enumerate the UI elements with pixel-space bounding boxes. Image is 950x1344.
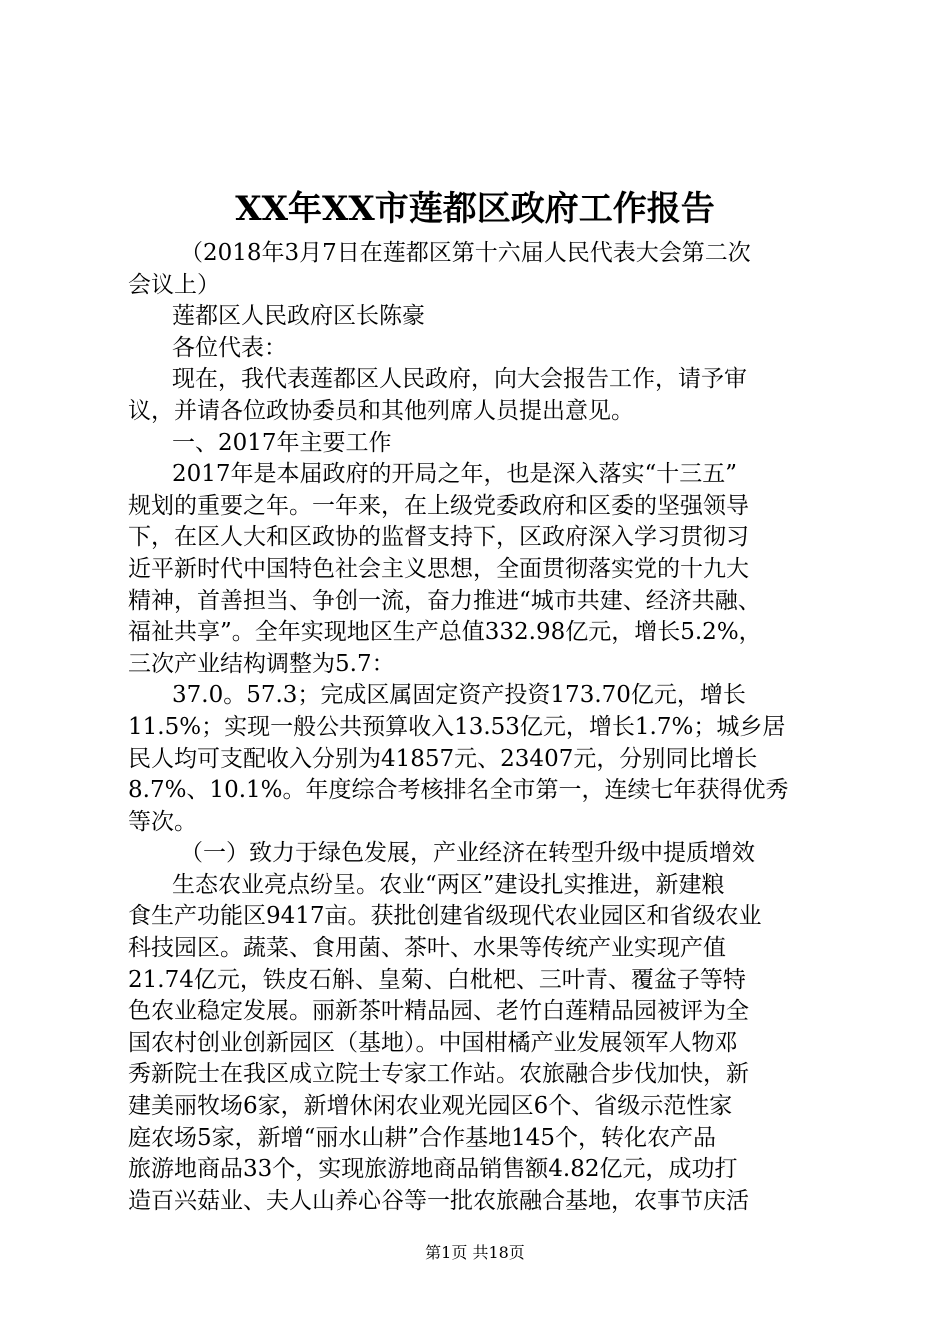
body-line: 会议上） [128, 271, 220, 298]
body-line: 规划的重要之年。一年来，在上级党委政府和区委的坚强领导 [128, 492, 749, 519]
body-line: 21.74亿元，铁皮石斛、皇菊、白枇杷、三叶青、覆盆子等特 [128, 966, 746, 993]
body-line: 福祉共享”。全年实现地区生产总值332.98亿元，增长5.2%， [128, 619, 762, 646]
body-line: 议，并请各位政协委员和其他列席人员提出意见。 [128, 397, 634, 424]
body-line: （2018年3月7日在莲都区第十六届人民代表大会第二次 [180, 240, 751, 266]
body-line: 2017年是本届政府的开局之年，也是深入落实“十三五” [172, 461, 738, 488]
body-line: 国农村创业创新园区（基地）。中国柑橘产业发展领军人物邓 [128, 1029, 738, 1056]
document-body [128, 238, 848, 1217]
body-line: 各位代表： [172, 334, 287, 361]
body-line: 民人均可支配收入分别为41857元、23407元，分别同比增长 [128, 745, 758, 772]
body-line: 庭农场5家，新增“丽水山耕”合作基地145个，转化农产品 [128, 1124, 717, 1151]
body-line: 11.5%；实现一般公共预算收入13.53亿元，增长1.7%；城乡居 [128, 713, 786, 740]
body-line: 色农业稳定发展。丽新茶叶精品园、老竹白莲精品园被评为全 [128, 998, 749, 1025]
body-line: 下，在区人大和区政协的监督支持下，区政府深入学习贯彻习 [128, 524, 749, 551]
body-line: 精神，首善担当、争创一流，奋力推进“城市共建、经济共融、 [128, 587, 761, 614]
body-line: 科技园区。蔬菜、食用菌、茶叶、水果等传统产业实现产值 [128, 935, 726, 962]
body-line: 秀新院士在我区成立院士专家工作站。农旅融合步伐加快，新 [128, 1061, 749, 1088]
body-line: 现在，我代表莲都区人民政府，向大会报告工作，请予审 [172, 366, 747, 393]
body-line: 37.0。57.3；完成区属固定资产投资173.70亿元，增长 [172, 682, 746, 709]
body-line: 建美丽牧场6家，新增休闲农业观光园区6个、省级示范性家 [128, 1093, 733, 1120]
body-line: 近平新时代中国特色社会主义思想，全面贯彻落实党的十九大 [128, 555, 749, 582]
body-line: 旅游地商品33个，实现旅游地商品销售额4.82亿元，成功打 [128, 1156, 738, 1183]
page-footer: 第1页 共18页 [425, 1243, 525, 1262]
body-line: 食生产功能区9417亩。获批创建省级现代农业园区和省级农业 [128, 903, 762, 930]
body-line: 莲都区人民政府区长陈豪 [172, 303, 425, 330]
body-line: （一）致力于绿色发展，产业经济在转型升级中提质增效 [180, 840, 755, 867]
body-line: 三次产业结构调整为5.7： [128, 650, 395, 677]
body-line: 8.7%、10.1%。年度综合考核排名全市第一，连续七年获得优秀 [128, 777, 789, 804]
body-line: 一、2017年主要工作 [172, 429, 392, 456]
body-line: 造百兴菇业、夫人山养心谷等一批农旅融合基地，农事节庆活 [128, 1187, 749, 1214]
body-line: 生态农业亮点纷呈。农业“两区”建设扎实推进，新建粮 [172, 871, 725, 898]
body-line: 等次。 [128, 808, 197, 835]
document-title: XX年XX市莲都区政府工作报告 [235, 189, 715, 229]
